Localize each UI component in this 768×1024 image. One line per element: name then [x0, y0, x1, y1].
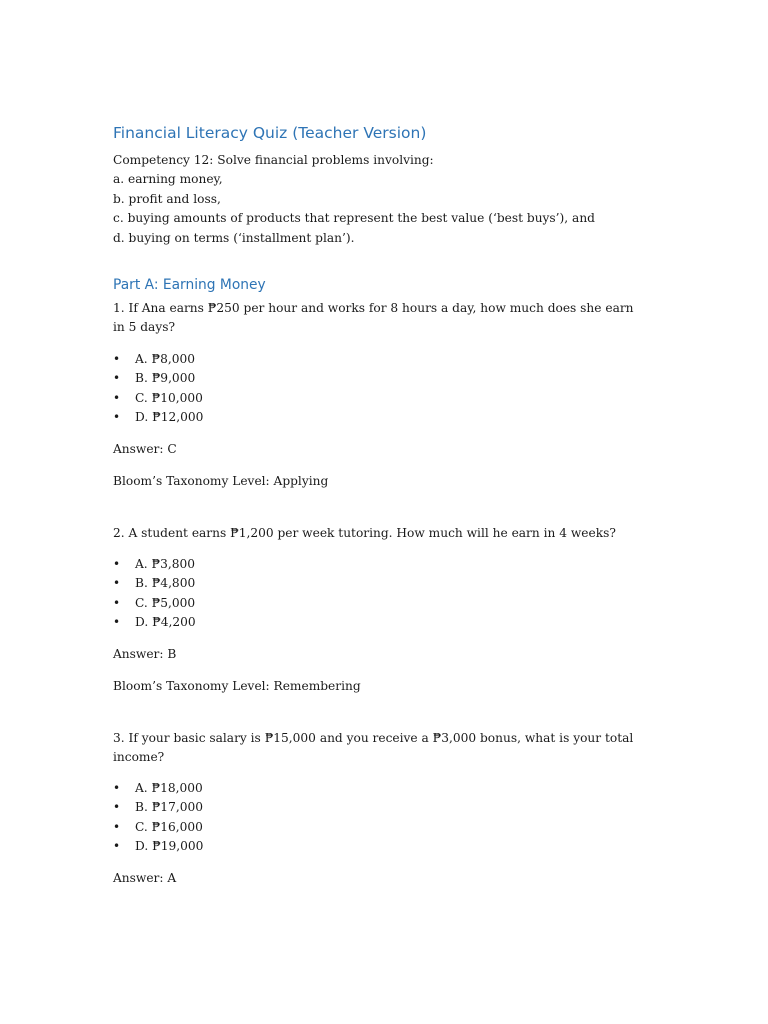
bullet-icon: •: [113, 390, 121, 405]
option-item: • A. ₱18,000: [113, 779, 203, 798]
question-1-blooms-level: Bloom’s Taxonomy Level: Applying: [113, 474, 329, 488]
document-title: Financial Literacy Quiz (Teacher Version): [113, 124, 427, 142]
bullet-icon: •: [113, 595, 121, 610]
bullet-icon: •: [113, 352, 121, 366]
question-1-options: [113, 350, 203, 428]
option-item: • A. ₱8,000: [113, 350, 203, 369]
bullet-icon: •: [113, 839, 121, 854]
question-2-blooms-level: Bloom’s Taxonomy Level: Remembering: [113, 679, 361, 693]
bullet-icon: •: [113, 800, 121, 815]
competency-item: a. earning money,: [113, 172, 223, 187]
competency-item: c. buying amounts of products that represent the best value (‘best buys’), and: [113, 211, 595, 226]
bullet-icon: •: [113, 819, 121, 834]
question-3-options: [113, 779, 203, 857]
competency-block: [113, 151, 595, 248]
competency-item: d. buying on terms (‘installment plan’).: [113, 230, 355, 245]
option-item: • B. ₱9,000: [113, 369, 203, 388]
option-item: • A. ₱3,800: [113, 555, 196, 574]
question-3-text: 3. If your basic salary is ₱15,000 and you receive a ₱3,000 bonus, what is your total income?: [113, 731, 634, 765]
bullet-icon: •: [113, 410, 121, 425]
bullet-icon: •: [113, 371, 121, 386]
option-item: • C. ₱16,000: [113, 818, 203, 837]
option-item: • C. ₱10,000: [113, 389, 203, 408]
option-item: • C. ₱5,000: [113, 594, 196, 613]
question-2-text: 2. A student earns ₱1,200 per week tutoring. How much will he earn in 4 weeks?: [113, 526, 616, 540]
competency-item: b. profit and loss,: [113, 191, 221, 206]
option-item: • D. ₱12,000: [113, 408, 203, 427]
question-1-text: 1. If Ana earns ₱250 per hour and works for 8 hours a day, how much does she earn in 5 days?: [113, 301, 634, 335]
question-2-answer: Answer: B: [113, 647, 177, 661]
question-1-answer: Answer: C: [113, 442, 177, 456]
bullet-icon: •: [113, 557, 121, 571]
bullet-icon: •: [113, 615, 121, 630]
option-item: • B. ₱17,000: [113, 798, 203, 817]
option-item: • B. ₱4,800: [113, 574, 196, 593]
option-item: • D. ₱4,200: [113, 613, 196, 632]
competency-intro: Competency 12: Solve financial problems involving:: [113, 153, 434, 167]
bullet-icon: •: [113, 781, 121, 795]
bullet-icon: •: [113, 576, 121, 591]
question-2-options: [113, 555, 196, 633]
question-3-answer: Answer: A: [113, 871, 177, 885]
part-a-heading: Part A: Earning Money: [113, 277, 266, 293]
option-item: • D. ₱19,000: [113, 837, 203, 856]
